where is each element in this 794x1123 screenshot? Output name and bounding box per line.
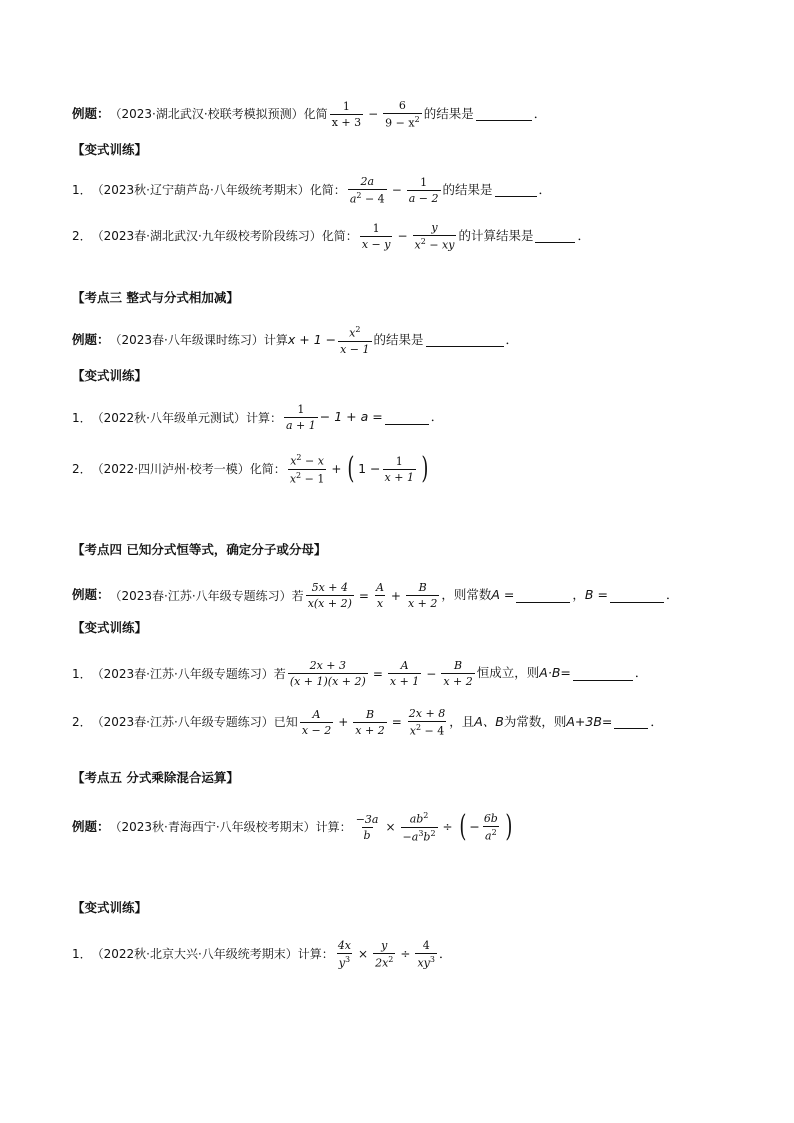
example-3: 例题： （2023春·八年级课时练习）计算 x + 1 − $\frac{x^2}{x - 1}$ 的结果是 ． bbox=[72, 325, 519, 356]
answer-blank[interactable] bbox=[476, 107, 532, 121]
variant-7: 1． （2022秋·北京大兴·八年级统考期末）计算： $\frac{4x}{y^3}$ × $\frac{y}{2x^2}$ ÷ $\frac{4}{xy^3}$ ． bbox=[72, 939, 452, 970]
fraction: $\frac{1}{a - 2}$ bbox=[408, 175, 439, 205]
example-label: 例题： bbox=[72, 106, 110, 122]
section-heading-variant: 【变式训练】 bbox=[72, 620, 148, 635]
fraction: $\frac{5x + 4}{x(x + 2)}$ bbox=[307, 581, 352, 610]
answer-blank[interactable] bbox=[495, 183, 537, 197]
fraction: $\frac{1}{x + 1}$ bbox=[384, 454, 414, 484]
example-source: （2023·湖北武汉·校联考模拟预测）化简 bbox=[109, 107, 328, 122]
section-heading-variant: 【变式训练】 bbox=[72, 142, 148, 157]
fraction: $\frac{x^2 - x}{x^2 - 1}$ bbox=[289, 453, 325, 486]
fraction: $\frac{4}{xy^3}$ bbox=[417, 939, 435, 970]
fraction: $\frac{6b}{a^2}$ bbox=[483, 811, 498, 843]
fraction: $\frac{6}{9 - x^2}$ bbox=[385, 99, 420, 130]
fraction: $\frac{2x + 3}{(x + 1)(x + 2)}$ bbox=[289, 659, 366, 688]
variant-5: 1． （2023春·江苏·八年级专题练习）若 $\frac{2x + 3}{(x + 1)(x + 2)}$ = $\frac{A}{x + 1}$ − $\frac{B}{x + 2}$ 恒成立，则 A·B= ． bbox=[72, 659, 648, 688]
fraction: $\frac{B}{x + 2}$ bbox=[407, 581, 438, 610]
fraction: $\frac{B}{x + 2}$ bbox=[355, 707, 385, 737]
fraction: $\frac{y}{x^2 - xy}$ bbox=[414, 221, 455, 252]
answer-blank[interactable] bbox=[535, 229, 575, 243]
fraction: $\frac{A}{x - 2}$ bbox=[301, 707, 332, 737]
fraction: $\frac{1}{a + 1}$ bbox=[286, 403, 316, 432]
section-heading-k3: 【考点三 整式与分式相加减】 bbox=[72, 290, 239, 305]
variant-6: 2． （2023春·江苏·八年级专题练习）已知 $\frac{A}{x - 2}$ + $\frac{B}{x + 2}$ = $\frac{2x + 8}{x^2 - 4}$ ，且 A、B 为常数，则 A+3B= ． bbox=[72, 707, 663, 738]
example-1: 例题： （2023·湖北武汉·校联考模拟预测）化简 $\frac{1}{x + 3}$ − $\frac{6}{9 - x^2}$ 的结果是 ． bbox=[72, 99, 547, 130]
answer-blank[interactable] bbox=[516, 589, 570, 603]
fraction: $\frac{ab^2}{-a^3b^2}$ bbox=[402, 811, 436, 844]
variant-2: 2． （2023春·湖北武汉·九年级校考阶段练习）化简： $\frac{1}{x - y}$ − $\frac{y}{x^2 - xy}$ 的计算结果是 ． bbox=[72, 221, 590, 252]
fraction: $\frac{2a}{a^2 - 4}$ bbox=[349, 175, 385, 206]
fraction: $\frac{A}{x + 1}$ bbox=[389, 659, 420, 688]
answer-blank[interactable] bbox=[385, 411, 429, 425]
answer-blank[interactable] bbox=[573, 667, 633, 681]
fraction: $\frac{2x + 8}{x^2 - 4}$ bbox=[408, 707, 446, 738]
fraction: $\frac{x^2}{x - 1}$ bbox=[340, 325, 370, 356]
variant-1: 1． （2023秋·辽宁葫芦岛·八年级统考期末）化简： $\frac{2a}{a^2 - 4}$ − $\frac{1}{a - 2}$ 的结果是 ． bbox=[72, 175, 552, 206]
answer-blank[interactable] bbox=[426, 333, 504, 347]
fraction: $\frac{-3a}{b}$ bbox=[355, 812, 379, 842]
variant-3: 1． （2022秋·八年级单元测试）计算： $\frac{1}{a + 1}$ − 1 + a = ． bbox=[72, 403, 444, 432]
example-5: 例题： （2023秋·青海西宁·八年级校考期末）计算： $\frac{-3a}{b}$ × $\frac{ab^2}{-a^3b^2}$ ÷ ( − $\frac{6b}{a^2}$ ) bbox=[72, 809, 513, 845]
section-heading-variant: 【变式训练】 bbox=[72, 900, 148, 915]
example-4: 例题： （2023春·江苏·八年级专题练习）若 $\frac{5x + 4}{x(x + 2)}$ = $\frac{A}{x}$ + $\frac{B}{x + 2}$ ，则常数 A = ， B = ． bbox=[72, 581, 679, 610]
fraction: $\frac{A}{x}$ bbox=[375, 581, 384, 610]
fraction: $\frac{y}{2x^2}$ bbox=[375, 939, 394, 970]
fraction: $\frac{4x}{y^3}$ bbox=[337, 939, 352, 970]
section-heading-variant: 【变式训练】 bbox=[72, 368, 148, 383]
fraction: $\frac{B}{x + 2}$ bbox=[443, 659, 473, 688]
section-heading-k4: 【考点四 已知分式恒等式，确定分子或分母】 bbox=[72, 542, 327, 557]
fraction: $\frac{1}{x + 3}$ bbox=[331, 99, 362, 129]
answer-blank[interactable] bbox=[614, 715, 648, 729]
fraction: $\frac{1}{x - y}$ bbox=[361, 221, 391, 251]
answer-blank[interactable] bbox=[610, 589, 664, 603]
variant-4: 2． （2022·四川泸州·校考一模）化简： $\frac{x^2 - x}{x^2 - 1}$ + ( 1 − $\frac{1}{x + 1}$ ) bbox=[72, 451, 429, 487]
section-heading-k5: 【考点五 分式乘除混合运算】 bbox=[72, 770, 239, 785]
